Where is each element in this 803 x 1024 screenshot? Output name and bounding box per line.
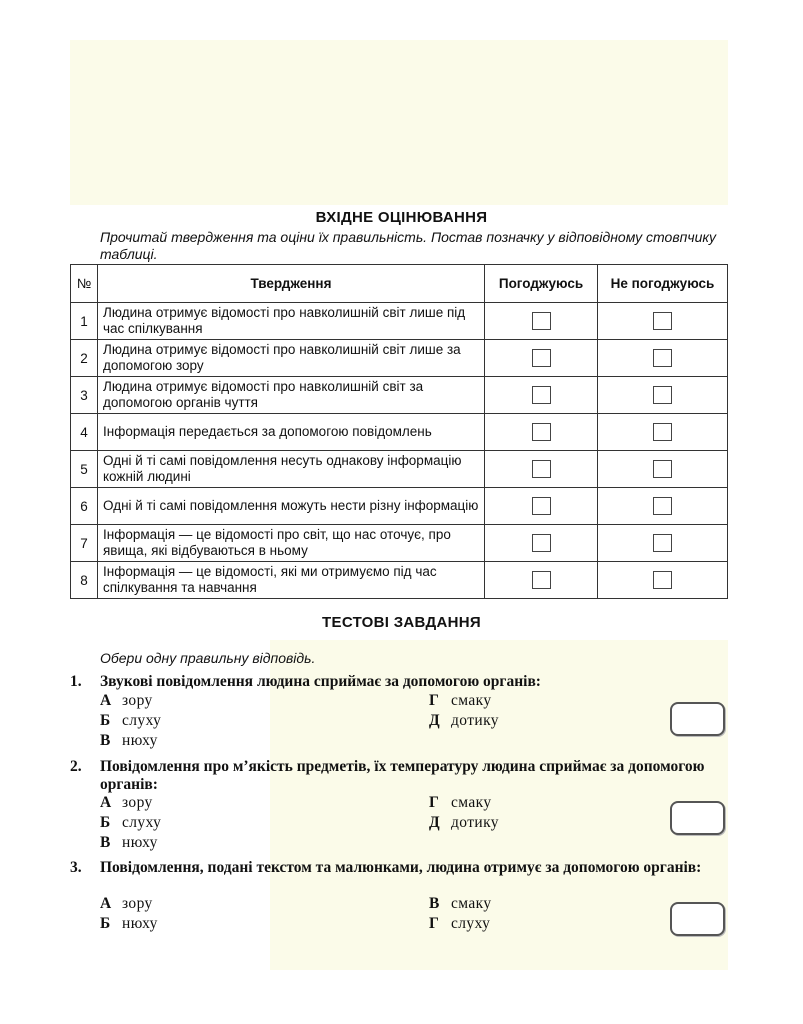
agree-checkbox[interactable] xyxy=(532,571,551,589)
agree-checkbox[interactable] xyxy=(532,497,551,515)
table-row xyxy=(71,451,728,488)
answer-option[interactable]: А зору xyxy=(100,794,153,811)
answer-option[interactable]: Б нюху xyxy=(100,915,158,932)
entry-assessment-title: ВХІДНЕ ОЦІНЮВАННЯ xyxy=(315,209,488,226)
question-number: 2. xyxy=(70,758,82,775)
answer-input-box[interactable] xyxy=(670,702,725,736)
answer-option[interactable]: Г слуху xyxy=(429,915,491,932)
answer-option[interactable]: Б слуху xyxy=(100,814,162,831)
disagree-checkbox[interactable] xyxy=(653,534,672,552)
disagree-checkbox[interactable] xyxy=(653,423,672,441)
disagree-checkbox[interactable] xyxy=(653,460,672,478)
answer-option[interactable]: Д дотику xyxy=(429,814,499,831)
question-number: 3. xyxy=(70,859,82,876)
row-statement: Людина отримує відомості про навколишній світ лише за допомогою зору xyxy=(98,340,485,377)
row-number: 8 xyxy=(71,562,98,599)
agree-checkbox[interactable] xyxy=(532,460,551,478)
question-number: 1. xyxy=(70,673,82,690)
row-number: 4 xyxy=(71,414,98,451)
disagree-checkbox[interactable] xyxy=(653,386,672,404)
agree-checkbox[interactable] xyxy=(532,423,551,441)
answer-option[interactable]: Б слуху xyxy=(100,712,162,729)
column-header-disagree: Не погоджуюсь xyxy=(598,265,728,303)
question-text: Повідомлення про м’якість предметів, їх температуру людина сприймає за допомогою органів: xyxy=(100,758,705,793)
row-number: 5 xyxy=(71,451,98,488)
agree-checkbox[interactable] xyxy=(532,534,551,552)
answer-option[interactable]: В смаку xyxy=(429,895,492,912)
table-header-row xyxy=(71,265,728,303)
table-row xyxy=(71,377,728,414)
row-number: 7 xyxy=(71,525,98,562)
row-number: 3 xyxy=(71,377,98,414)
question-text: Повідомлення, подані текстом та малюнками, людина отримує за допомогою органів: xyxy=(100,859,702,876)
table-row xyxy=(71,303,728,340)
row-number: 6 xyxy=(71,488,98,525)
answer-option[interactable]: Г смаку xyxy=(429,692,492,709)
question-text: Звукові повідомлення людина сприймає за допомогою органів: xyxy=(100,673,541,690)
row-statement: Одні й ті самі повідомлення несуть однакову інформацію кожній людині xyxy=(98,451,485,488)
answer-option[interactable]: Д дотику xyxy=(429,712,499,729)
answer-input-box[interactable] xyxy=(670,902,725,936)
agree-checkbox[interactable] xyxy=(532,312,551,330)
row-statement: Інформація — це відомості, які ми отримуємо під час спілкування та навчання xyxy=(98,562,485,599)
disagree-checkbox[interactable] xyxy=(653,571,672,589)
agree-checkbox[interactable] xyxy=(532,386,551,404)
agree-checkbox[interactable] xyxy=(532,349,551,367)
column-header-agree: Погоджуюсь xyxy=(485,265,598,303)
row-statement: Людина отримує відомості про навколишній світ лише під час спілкування xyxy=(98,303,485,340)
row-statement: Інформація передається за допомогою повідомлень xyxy=(98,414,485,451)
test-tasks-title: ТЕСТОВІ ЗАВДАННЯ xyxy=(322,614,481,631)
row-number: 1 xyxy=(71,303,98,340)
column-header-number: № xyxy=(71,265,98,303)
answer-option[interactable]: А зору xyxy=(100,692,153,709)
disagree-checkbox[interactable] xyxy=(653,312,672,330)
answer-option[interactable]: В нюху xyxy=(100,732,158,749)
table-row xyxy=(71,525,728,562)
answer-option[interactable]: А зору xyxy=(100,895,153,912)
answer-input-box[interactable] xyxy=(670,801,725,835)
table-row xyxy=(71,340,728,377)
test-tasks-instruction: Обери одну правильну відповідь. xyxy=(100,650,316,666)
table-row xyxy=(71,488,728,525)
table-row xyxy=(71,562,728,599)
table-row xyxy=(71,414,728,451)
row-number: 2 xyxy=(71,340,98,377)
row-statement: Одні й ті самі повідомлення можуть нести різну інформацію xyxy=(98,488,485,525)
answer-option[interactable]: Г смаку xyxy=(429,794,492,811)
column-header-statement: Твердження xyxy=(98,265,485,303)
row-statement: Інформація — це відомості про світ, що нас оточує, про явища, які відбуваються в ньому xyxy=(98,525,485,562)
assessment-table xyxy=(70,264,728,599)
disagree-checkbox[interactable] xyxy=(653,497,672,515)
answer-option[interactable]: В нюху xyxy=(100,834,158,851)
entry-assessment-instruction: Прочитай твердження та оціни їх правильність. Постав позначку у відповідному стовпчику таблиці. xyxy=(100,229,716,262)
disagree-checkbox[interactable] xyxy=(653,349,672,367)
row-statement: Людина отримує відомості про навколишній світ за допомогою органів чуття xyxy=(98,377,485,414)
